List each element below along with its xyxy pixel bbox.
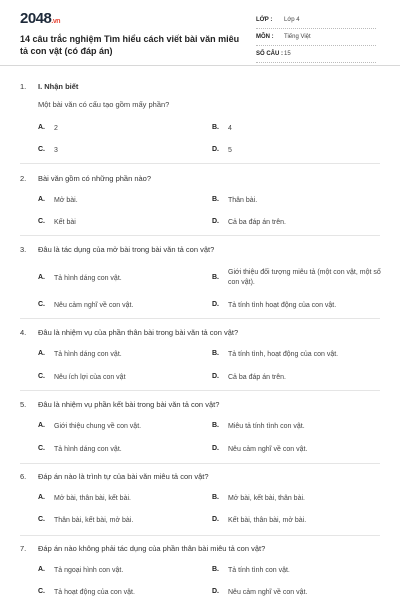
- divider: [20, 318, 380, 319]
- question-number: 2.: [20, 174, 27, 183]
- divider: [20, 463, 380, 464]
- question-text: Một bài văn có cấu tạo gồm mấy phần?: [38, 100, 170, 109]
- divider: [20, 163, 380, 164]
- question-number: 6.: [20, 472, 27, 481]
- divider: [20, 235, 380, 236]
- question-number: 3.: [20, 245, 27, 254]
- question-number: 4.: [20, 328, 27, 337]
- logo-suffix: .vn: [51, 18, 60, 25]
- meta-row-count: [256, 48, 376, 63]
- question-number: 5.: [20, 400, 27, 409]
- meta-label: SỐ CÂU :: [256, 51, 283, 57]
- page-header: [0, 0, 400, 66]
- document-title: 14 câu trắc nghiệm Tìm hiểu cách viết bài văn miêu tả con vật (có đáp án): [20, 34, 240, 56]
- meta-row-subject: [256, 31, 376, 46]
- logo-text: 2048: [20, 10, 52, 27]
- meta-value: 15: [284, 51, 291, 57]
- question-text: Bài văn gồm có những phần nào?: [38, 174, 152, 183]
- question-text: Đâu là tác dụng của mở bài trong bài văn tả con vật?: [38, 245, 215, 254]
- question-text: Đáp án nào không phải tác dụng của phần thân bài miêu tả con vật?: [38, 544, 266, 553]
- meta-panel: [256, 14, 376, 65]
- question-text: Đáp án nào là trình tự của bài văn miêu tả con vật?: [38, 472, 209, 481]
- question-number: 7.: [20, 544, 27, 553]
- site-logo[interactable]: [20, 10, 60, 27]
- meta-row-class: [256, 14, 376, 29]
- question-text: Đâu là nhiệm vụ của phần thân bài trong bài văn tả con vật?: [38, 328, 239, 337]
- meta-label: LỚP :: [256, 17, 273, 23]
- meta-label: MÔN :: [256, 34, 274, 40]
- meta-value: Lớp 4: [284, 17, 300, 23]
- question-text: Đâu là nhiệm vụ phần kết bài trong bài văn tả con vật?: [38, 400, 220, 409]
- section-title: I. Nhận biết: [38, 82, 79, 91]
- question-number: 1.: [20, 82, 27, 91]
- divider: [20, 535, 380, 536]
- divider: [20, 390, 380, 391]
- meta-value: Tiếng Việt: [284, 34, 311, 40]
